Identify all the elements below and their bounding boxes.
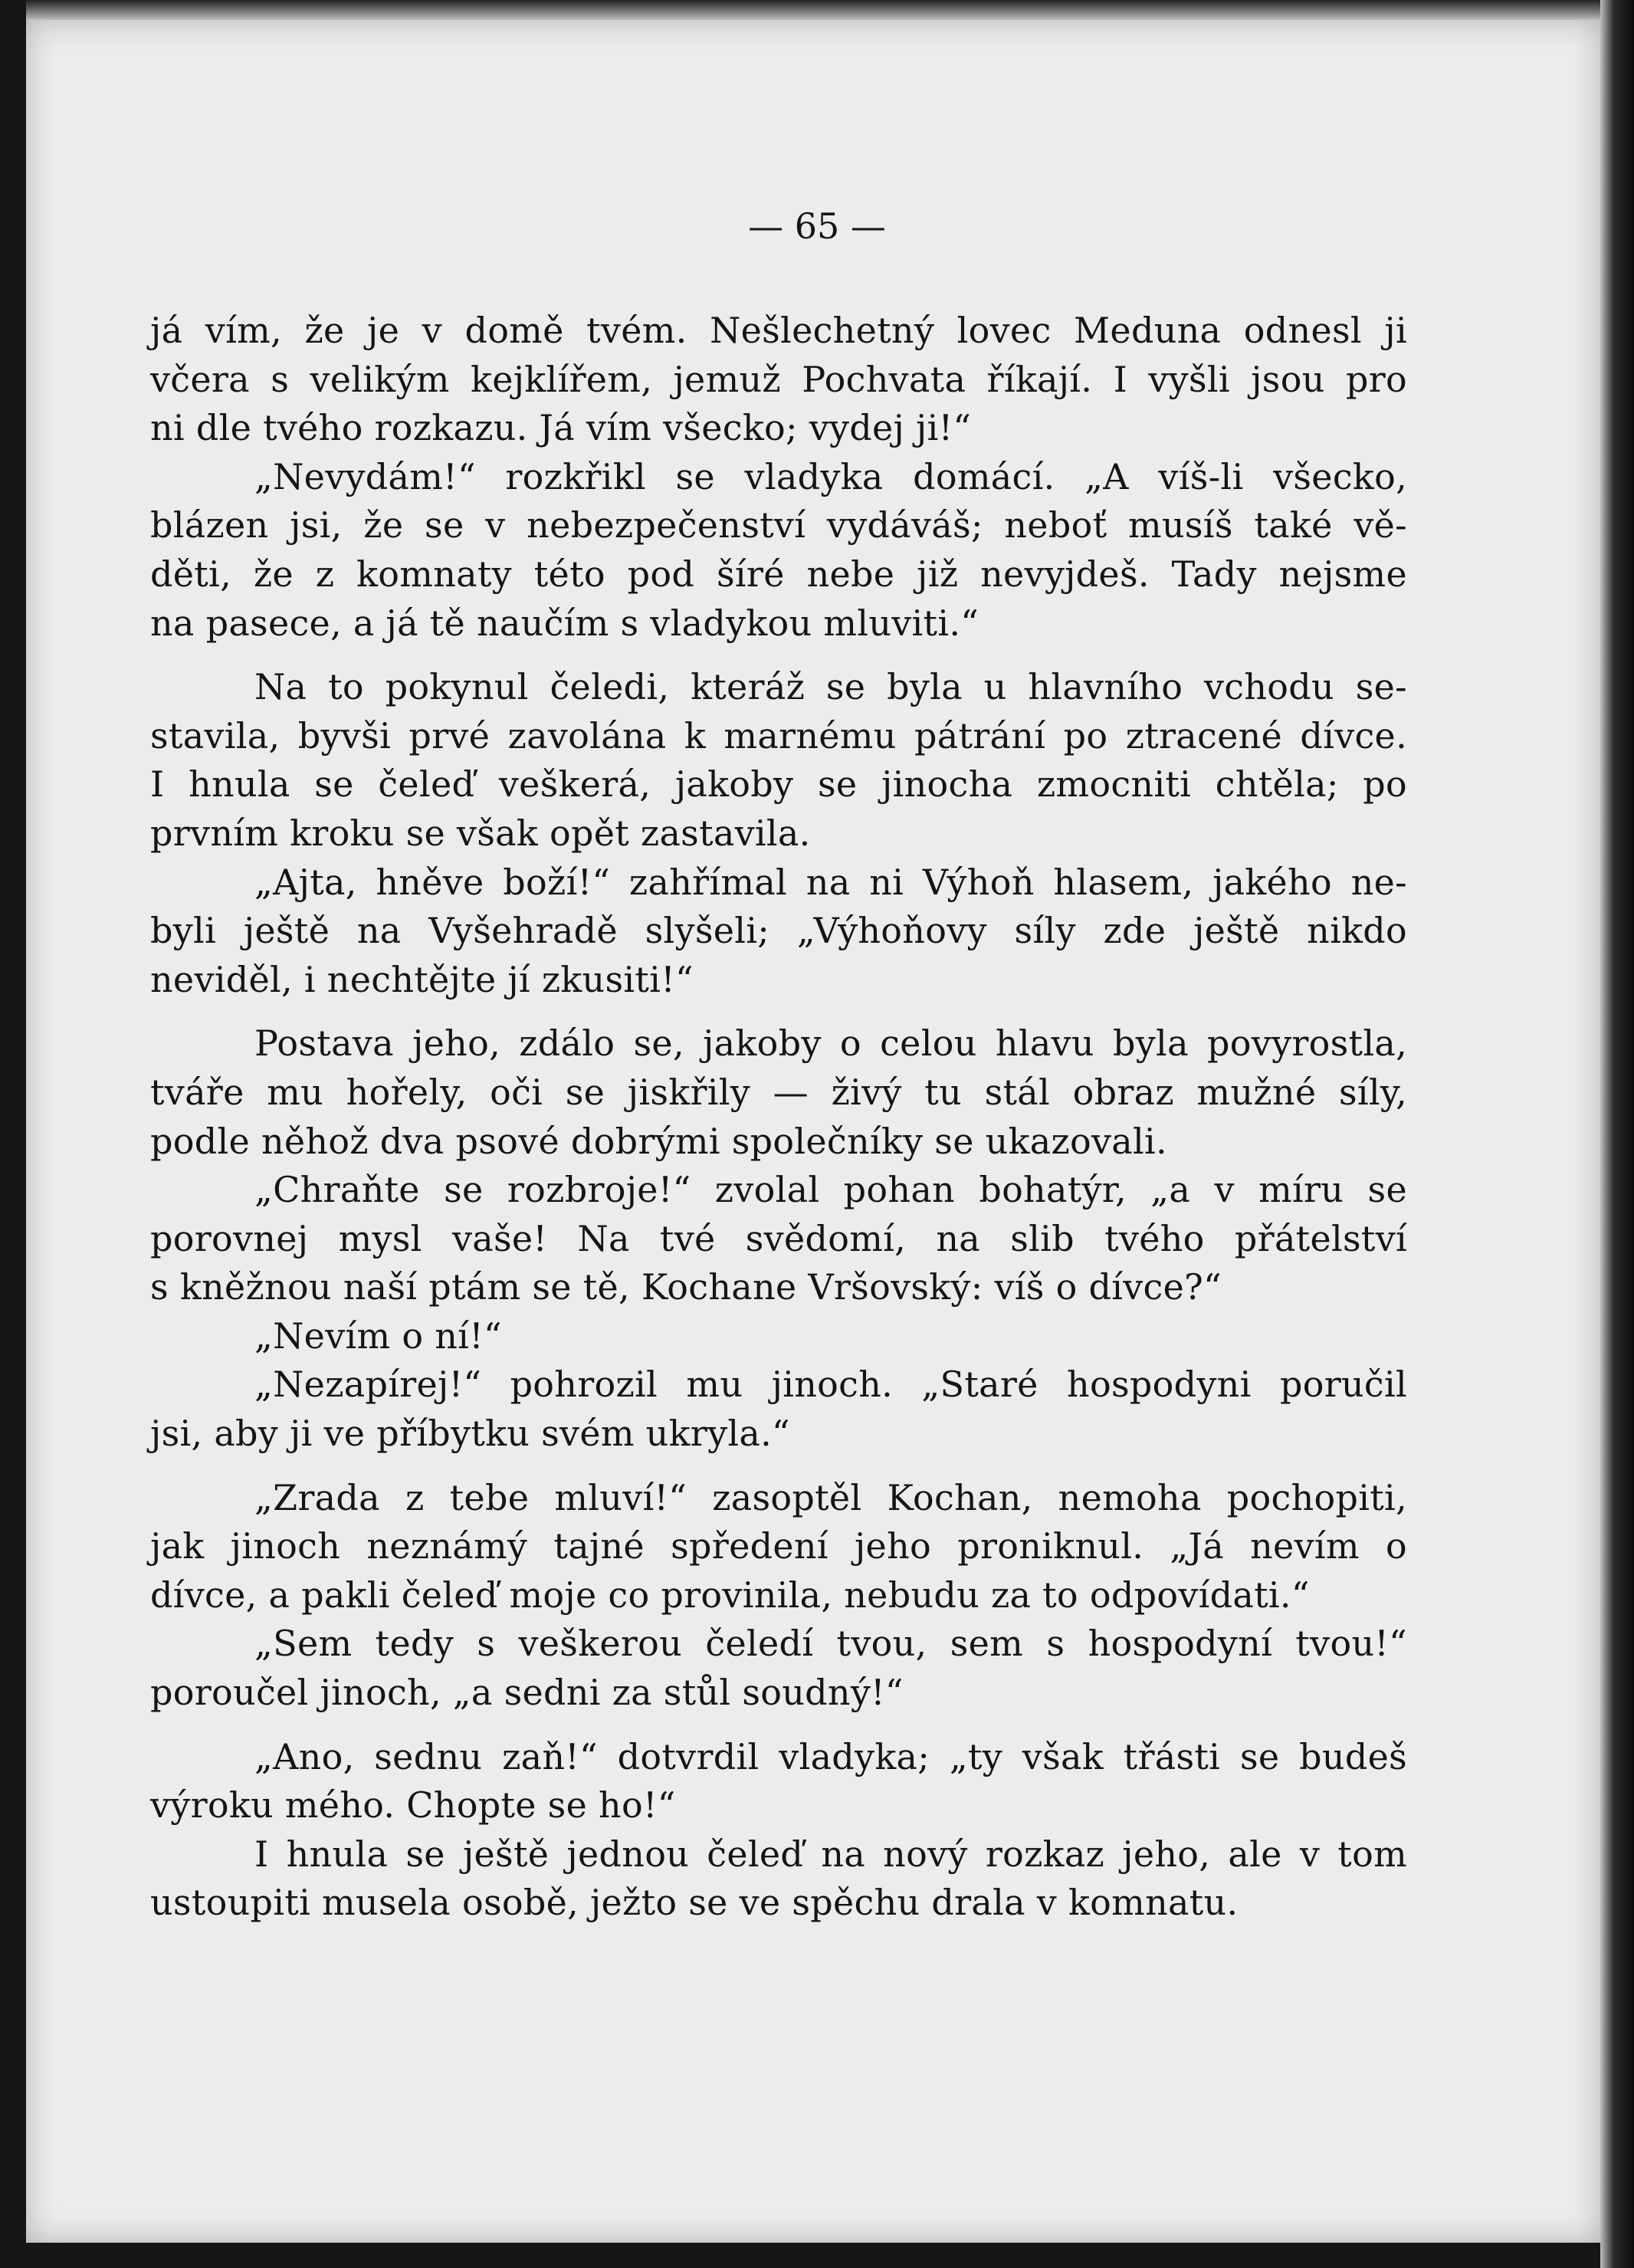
text-line: I hnula se čeleď veškerá, jakoby se jinocha zmocniti chtěla; po — [150, 763, 1407, 806]
paragraph-gap — [150, 1459, 1407, 1474]
text-line: výroku mého. Chopte se ho!“ — [150, 1784, 676, 1827]
text-line: neviděl, i nechtějte jí zkusiti!“ — [150, 958, 694, 1000]
text-line: „Chraňte se rozbroje!“ zvolal pohan bohatýr, „a v míru se — [254, 1169, 1407, 1211]
text-line: „Nezapírej!“ pohrozil mu jinoch. „Staré hospodyni poručil — [254, 1364, 1407, 1406]
text-line: na pasece, a já tě naučím s vladykou mluviti.“ — [150, 602, 979, 644]
text-line: prvním kroku se však opět zastavila. — [150, 812, 811, 854]
text-line: včera s velikým kejklířem, jemuž Pochvata říkají. I vyšli jsou pro — [150, 358, 1407, 400]
paragraph-gap — [150, 1718, 1407, 1733]
text-line: ustoupiti musela osobě, ježto se ve spěchu drala v komnatu. — [150, 1882, 1239, 1924]
text-line: „Nevydám!“ rozkřikl se vladyka domácí. „A víš-li všecko, — [254, 455, 1407, 497]
text-line: Postava jeho, zdálo se, jakoby o celou hlavu byla povyrostla, — [254, 1022, 1407, 1065]
paragraph-gap — [150, 1004, 1407, 1019]
text-line: tváře mu hořely, oči se jiskřily — živý tu stál obraz mužné síly, — [150, 1071, 1407, 1113]
text-line: „Ano, sednu zaň!“ dotvrdil vladyka; „ty však třásti se budeš — [254, 1735, 1407, 1777]
text-line: já vím, že je v domě tvém. Nešlechetný lovec Meduna odnesl ji — [150, 310, 1407, 351]
page-number: — 65 — — [748, 205, 886, 247]
text-line: poroučel jinoch, „a sedni za stůl soudný!“ — [150, 1672, 904, 1714]
text-line: „Zrada z tebe mluví!“ zasoptěl Kochan, nemoha pochopiti, — [254, 1476, 1407, 1518]
scan-right-edge — [1600, 0, 1634, 2268]
paragraph-gap — [150, 648, 1407, 663]
text-line: porovnej mysl vaše! Na tvé svědomí, na slib tvého přátelství — [150, 1217, 1407, 1259]
text-line: „Ajta, hněve boží!“ zahřímal na ni Výhoň hlasem, jakého ne- — [254, 861, 1407, 903]
text-line: Na to pokynul čeledi, kteráž se byla u hlavního vchodu se- — [254, 666, 1407, 708]
text-line: jsi, aby ji ve příbytku svém ukryla.“ — [150, 1413, 790, 1455]
body-text — [150, 307, 1407, 1928]
text-line: jak jinoch neznámý tajné spředení jeho proniknul. „Já nevím o — [150, 1525, 1407, 1567]
text-line: „Nevím o ní!“ — [254, 1315, 502, 1357]
text-line: podle něhož dva psové dobrými společníky se ukazovali. — [150, 1120, 1167, 1162]
text-line: „Sem tedy s veškerou čeledí tvou, sem s hospodyní tvou!“ — [254, 1623, 1407, 1665]
text-line: s kněžnou naší ptám se tě, Kochane Vršovský: víš o dívce?“ — [150, 1266, 1222, 1308]
text-line: blázen jsi, že se v nebezpečenství vydáváš; neboť musíš také vě- — [150, 504, 1407, 546]
text-line: děti, že z komnaty této pod šíré nebe již nevyjdeš. Tady nejsme — [150, 553, 1407, 595]
text-line: I hnula se ještě jednou čeleď na nový rozkaz jeho, ale v tom — [254, 1833, 1407, 1875]
text-line: byli ještě na Vyšehradě slyšeli; „Výhoňovy síly zde ještě nikdo — [150, 910, 1407, 952]
text-line: stavila, byvši prvé zavolána k marnému pátrání po ztracené dívce. — [150, 714, 1407, 757]
text-line: dívce, a pakli čeleď moje co provinila, nebudu za to odpovídati.“ — [150, 1574, 1310, 1616]
text-line: ni dle tvého rozkazu. Já vím všecko; vydej ji!“ — [150, 407, 972, 449]
